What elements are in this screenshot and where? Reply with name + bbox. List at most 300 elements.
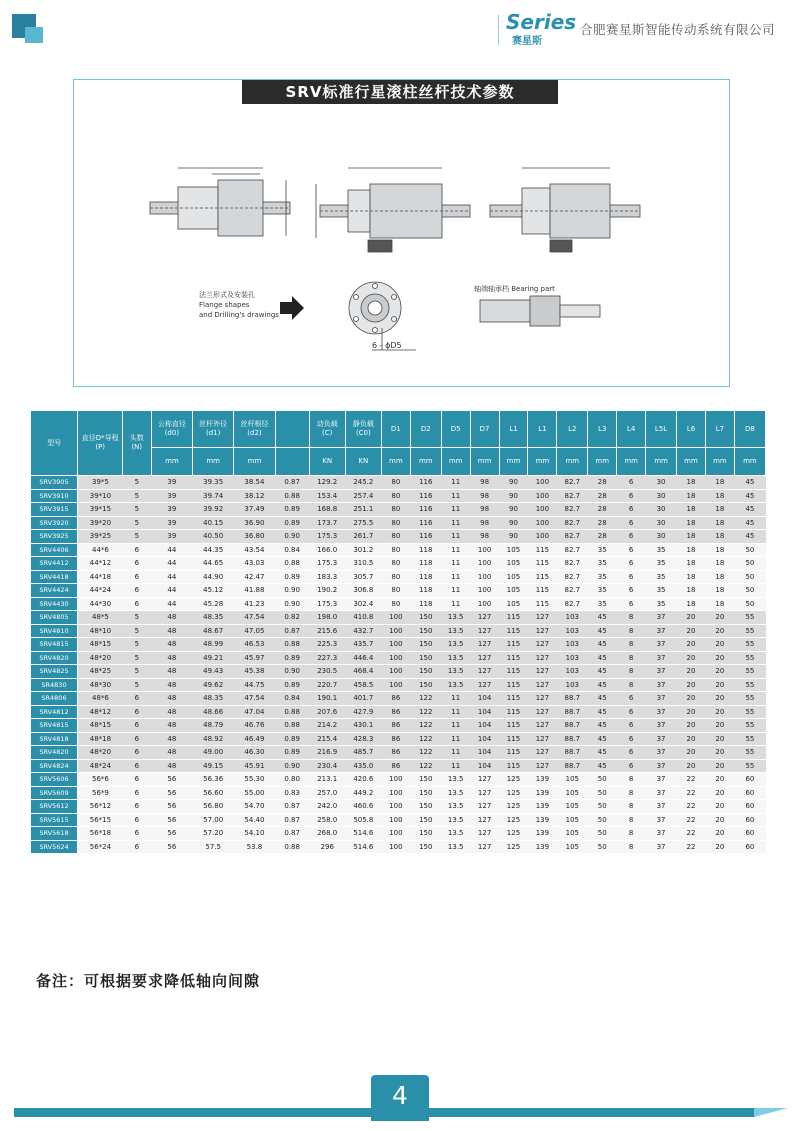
table-cell: 5	[122, 489, 151, 503]
table-cell: 50	[588, 773, 617, 787]
table-cell: 150	[410, 611, 441, 625]
model-cell: SRV3905	[31, 476, 78, 490]
column-unit: mm	[588, 448, 617, 476]
table-cell: 48*18	[78, 732, 122, 746]
table-cell: 82.7	[557, 584, 588, 598]
table-cell: 104	[470, 759, 499, 773]
table-cell: 0.87	[275, 827, 309, 841]
table-cell: 5	[122, 678, 151, 692]
table-cell: 37	[646, 678, 677, 692]
table-cell: 60	[734, 773, 765, 787]
table-cell: 50	[588, 813, 617, 827]
table-cell: 86	[381, 719, 410, 733]
table-cell: 38.12	[234, 489, 275, 503]
table-cell: 0.89	[275, 732, 309, 746]
table-cell: 48*10	[78, 624, 122, 638]
table-cell: 125	[499, 827, 528, 841]
table-cell: 48*5	[78, 611, 122, 625]
table-cell: 49.15	[193, 759, 234, 773]
table-cell: 173.7	[309, 516, 345, 530]
model-cell: SRV4424	[31, 584, 78, 598]
table-cell: 53.8	[234, 840, 275, 854]
table-cell: 127	[528, 624, 557, 638]
table-cell: 116	[410, 489, 441, 503]
table-cell: 0.87	[275, 813, 309, 827]
model-cell: SRV5612	[31, 800, 78, 814]
table-cell: 115	[499, 638, 528, 652]
table-cell: 105	[499, 570, 528, 584]
table-cell: 86	[381, 705, 410, 719]
table-cell: 44	[151, 584, 192, 598]
table-cell: 88.7	[557, 759, 588, 773]
column-header: 公称直径 (d0)	[151, 411, 192, 448]
table-cell: 115	[499, 665, 528, 679]
table-cell: 8	[617, 840, 646, 854]
table-cell: 56.60	[193, 786, 234, 800]
table-cell: 82.7	[557, 530, 588, 544]
table-row	[31, 611, 766, 625]
column-unit: mm	[557, 448, 588, 476]
table-cell: 127	[528, 678, 557, 692]
table-cell: 13.5	[441, 665, 470, 679]
table-cell: 50	[734, 597, 765, 611]
table-cell: 49.00	[193, 746, 234, 760]
table-cell: 0.88	[275, 840, 309, 854]
table-cell: 20	[677, 638, 706, 652]
table-cell: 50	[734, 557, 765, 571]
table-cell: 18	[705, 476, 734, 490]
table-cell: 55	[734, 651, 765, 665]
table-cell: 115	[499, 692, 528, 706]
table-row	[31, 570, 766, 584]
table-cell: 190.2	[309, 584, 345, 598]
table-cell: 50	[588, 800, 617, 814]
table-cell: 18	[677, 530, 706, 544]
table-cell: 39.92	[193, 503, 234, 517]
table-cell: 49.21	[193, 651, 234, 665]
column-header: 直径D*导程 (P)	[78, 411, 122, 476]
table-cell: 18	[677, 543, 706, 557]
table-cell: 105	[557, 840, 588, 854]
table-cell: 430.1	[345, 719, 381, 733]
table-cell: 6	[122, 827, 151, 841]
table-cell: 420.6	[345, 773, 381, 787]
table-cell: 105	[499, 543, 528, 557]
table-cell: 46.49	[234, 732, 275, 746]
table-cell: 150	[410, 773, 441, 787]
table-cell: 150	[410, 665, 441, 679]
table-cell: 13.5	[441, 773, 470, 787]
table-cell: 20	[705, 665, 734, 679]
table-row	[31, 840, 766, 854]
table-cell: 125	[499, 773, 528, 787]
table-cell: 125	[499, 800, 528, 814]
table-cell: 103	[557, 624, 588, 638]
table-cell: 268.0	[309, 827, 345, 841]
column-unit: mm	[441, 448, 470, 476]
table-cell: 45	[588, 665, 617, 679]
table-cell: 90	[499, 503, 528, 517]
table-row	[31, 692, 766, 706]
model-cell: SRV5609	[31, 786, 78, 800]
table-cell: 88.7	[557, 719, 588, 733]
table-cell: 39*20	[78, 516, 122, 530]
table-cell: 82.7	[557, 557, 588, 571]
table-cell: 48	[151, 665, 192, 679]
table-row	[31, 813, 766, 827]
brand-logo-text: Series	[506, 10, 577, 34]
table-cell: 6	[122, 584, 151, 598]
table-cell: 82.7	[557, 597, 588, 611]
table-cell: 47.04	[234, 705, 275, 719]
table-cell: 82.7	[557, 489, 588, 503]
table-cell: 41.88	[234, 584, 275, 598]
table-cell: 100	[381, 624, 410, 638]
table-cell: 40.50	[193, 530, 234, 544]
table-cell: 45	[734, 489, 765, 503]
table-cell: 35	[646, 557, 677, 571]
model-cell: SRV4812	[31, 705, 78, 719]
table-cell: 20	[705, 786, 734, 800]
table-cell: 6	[617, 516, 646, 530]
table-cell: 48*15	[78, 719, 122, 733]
table-cell: 100	[381, 651, 410, 665]
table-cell: 98	[470, 476, 499, 490]
table-cell: 55.00	[234, 786, 275, 800]
model-cell: SRV4820	[31, 651, 78, 665]
table-cell: 40.15	[193, 516, 234, 530]
column-unit: mm	[234, 448, 275, 476]
table-cell: 47.54	[234, 692, 275, 706]
table-cell: 86	[381, 692, 410, 706]
table-cell: 127	[528, 719, 557, 733]
table-cell: 38.54	[234, 476, 275, 490]
table-row	[31, 516, 766, 530]
table-cell: 6	[122, 759, 151, 773]
table-cell: 514.6	[345, 840, 381, 854]
table-cell: 48.67	[193, 624, 234, 638]
table-cell: 20	[677, 678, 706, 692]
table-cell: 50	[588, 840, 617, 854]
table-cell: 427.9	[345, 705, 381, 719]
column-unit: mm	[151, 448, 192, 476]
table-cell: 127	[470, 827, 499, 841]
table-cell: 56	[151, 786, 192, 800]
table-cell: 11	[441, 516, 470, 530]
table-cell: 127	[470, 813, 499, 827]
table-cell: 98	[470, 489, 499, 503]
table-cell: 48*6	[78, 692, 122, 706]
table-cell: 18	[705, 570, 734, 584]
table-cell: 0.80	[275, 773, 309, 787]
table-cell: 56	[151, 800, 192, 814]
table-cell: 458.5	[345, 678, 381, 692]
table-cell: 8	[617, 827, 646, 841]
table-cell: 45	[588, 719, 617, 733]
table-cell: 80	[381, 530, 410, 544]
table-cell: 105	[557, 773, 588, 787]
column-header	[275, 411, 309, 448]
table-cell: 0.90	[275, 665, 309, 679]
table-cell: 45	[588, 732, 617, 746]
table-cell: 80	[381, 557, 410, 571]
column-header: D8	[734, 411, 765, 448]
table-cell: 48	[151, 732, 192, 746]
table-cell: 22	[677, 786, 706, 800]
table-cell: 6	[617, 489, 646, 503]
table-cell: 36.80	[234, 530, 275, 544]
table-cell: 105	[499, 584, 528, 598]
table-cell: 215.6	[309, 624, 345, 638]
table-cell: 50	[734, 584, 765, 598]
table-cell: 45	[588, 638, 617, 652]
table-cell: 37	[646, 800, 677, 814]
table-cell: 20	[705, 638, 734, 652]
table-cell: 18	[677, 476, 706, 490]
table-cell: 6	[617, 584, 646, 598]
table-cell: 5	[122, 651, 151, 665]
table-cell: 150	[410, 840, 441, 854]
table-cell: 46.30	[234, 746, 275, 760]
technical-drawings	[120, 150, 700, 380]
flange-note-en2: and Drilling's drawings	[199, 311, 279, 319]
table-row	[31, 759, 766, 773]
table-cell: 261.7	[345, 530, 381, 544]
table-cell: 6	[122, 705, 151, 719]
table-cell: 127	[528, 746, 557, 760]
table-row	[31, 719, 766, 733]
table-cell: 55	[734, 746, 765, 760]
bearing-part-drawing	[480, 296, 600, 326]
table-cell: 100	[381, 786, 410, 800]
table-cell: 45	[588, 705, 617, 719]
table-cell: 6	[617, 732, 646, 746]
table-cell: 127	[528, 651, 557, 665]
table-cell: 115	[499, 611, 528, 625]
table-cell: 48	[151, 719, 192, 733]
table-cell: 6	[617, 570, 646, 584]
table-cell: 100	[528, 530, 557, 544]
table-cell: 35	[588, 597, 617, 611]
table-cell: 150	[410, 786, 441, 800]
table-cell: 11	[441, 543, 470, 557]
table-row	[31, 786, 766, 800]
table-cell: 190.1	[309, 692, 345, 706]
table-cell: 150	[410, 813, 441, 827]
table-cell: 88.7	[557, 732, 588, 746]
flange-note	[199, 290, 279, 320]
table-cell: 306.8	[345, 584, 381, 598]
table-cell: 90	[499, 530, 528, 544]
table-cell: 115	[499, 759, 528, 773]
table-cell: 125	[499, 813, 528, 827]
column-header: 丝杆根径 (d2)	[234, 411, 275, 448]
table-cell: 45	[588, 624, 617, 638]
flange-note-cn: 法兰形式及安装孔	[199, 291, 255, 299]
table-cell: 8	[617, 611, 646, 625]
table-cell: 115	[499, 678, 528, 692]
table-cell: 5	[122, 530, 151, 544]
table-cell: 55	[734, 732, 765, 746]
model-cell: SRV5618	[31, 827, 78, 841]
table-row	[31, 678, 766, 692]
table-cell: 18	[705, 530, 734, 544]
table-cell: 20	[705, 624, 734, 638]
table-row	[31, 543, 766, 557]
table-cell: 45	[734, 476, 765, 490]
model-cell: SRV4815	[31, 719, 78, 733]
table-cell: 60	[734, 800, 765, 814]
table-cell: 30	[646, 516, 677, 530]
table-cell: 18	[677, 503, 706, 517]
table-cell: 6	[122, 692, 151, 706]
column-unit: mm	[381, 448, 410, 476]
table-cell: 45	[588, 692, 617, 706]
table-cell: 175.3	[309, 597, 345, 611]
table-cell: 122	[410, 705, 441, 719]
table-cell: 11	[441, 489, 470, 503]
table-cell: 44*18	[78, 570, 122, 584]
table-row	[31, 665, 766, 679]
table-cell: 45	[588, 746, 617, 760]
table-cell: 127	[470, 665, 499, 679]
table-cell: 13.5	[441, 678, 470, 692]
table-cell: 127	[470, 678, 499, 692]
table-cell: 0.89	[275, 516, 309, 530]
table-cell: 198.0	[309, 611, 345, 625]
table-cell: 115	[499, 624, 528, 638]
table-row	[31, 746, 766, 760]
table-cell: 0.89	[275, 570, 309, 584]
brand-logo-cn: 赛星斯	[512, 36, 542, 47]
table-row	[31, 476, 766, 490]
table-cell: 54.70	[234, 800, 275, 814]
table-cell: 37.49	[234, 503, 275, 517]
table-cell: 48*24	[78, 759, 122, 773]
table-cell: 45	[734, 516, 765, 530]
drawing-nut-front	[150, 168, 290, 236]
table-cell: 35	[646, 570, 677, 584]
table-cell: 125	[499, 840, 528, 854]
column-unit: mm	[410, 448, 441, 476]
table-cell: 100	[528, 476, 557, 490]
table-cell: 44*6	[78, 543, 122, 557]
table-cell: 20	[705, 651, 734, 665]
table-cell: 103	[557, 611, 588, 625]
table-cell: 20	[677, 665, 706, 679]
table-cell: 48	[151, 705, 192, 719]
table-cell: 6	[122, 557, 151, 571]
table-cell: 100	[381, 827, 410, 841]
table-cell: 11	[441, 584, 470, 598]
table-row	[31, 773, 766, 787]
table-cell: 100	[381, 665, 410, 679]
table-cell: 296	[309, 840, 345, 854]
table-cell: 118	[410, 543, 441, 557]
table-cell: 105	[557, 800, 588, 814]
table-cell: 82.7	[557, 570, 588, 584]
table-cell: 435.7	[345, 638, 381, 652]
table-cell: 37	[646, 813, 677, 827]
column-unit: KN	[345, 448, 381, 476]
table-cell: 6	[122, 543, 151, 557]
table-cell: 39	[151, 516, 192, 530]
table-cell: 39*5	[78, 476, 122, 490]
table-cell: 6	[617, 719, 646, 733]
table-cell: 8	[617, 624, 646, 638]
table-cell: 37	[646, 624, 677, 638]
table-cell: 11	[441, 476, 470, 490]
table-cell: 13.5	[441, 611, 470, 625]
table-cell: 56.36	[193, 773, 234, 787]
table-cell: 115	[499, 746, 528, 760]
table-cell: 18	[705, 557, 734, 571]
table-cell: 116	[410, 530, 441, 544]
table-cell: 45.28	[193, 597, 234, 611]
table-cell: 57.5	[193, 840, 234, 854]
table-cell: 432.7	[345, 624, 381, 638]
table-cell: 88.7	[557, 746, 588, 760]
table-cell: 115	[499, 719, 528, 733]
table-cell: 39.74	[193, 489, 234, 503]
table-cell: 100	[381, 773, 410, 787]
table-cell: 80	[381, 584, 410, 598]
table-cell: 0.89	[275, 503, 309, 517]
table-cell: 5	[122, 516, 151, 530]
table-cell: 55	[734, 705, 765, 719]
table-cell: 48*12	[78, 705, 122, 719]
table-cell: 20	[705, 705, 734, 719]
table-cell: 5	[122, 476, 151, 490]
table-cell: 0.89	[275, 678, 309, 692]
table-cell: 8	[617, 813, 646, 827]
table-cell: 100	[381, 840, 410, 854]
table-cell: 11	[441, 759, 470, 773]
table-cell: 46.76	[234, 719, 275, 733]
table-cell: 20	[705, 678, 734, 692]
table-cell: 60	[734, 813, 765, 827]
table-cell: 428.3	[345, 732, 381, 746]
column-header: L7	[705, 411, 734, 448]
table-cell: 44	[151, 557, 192, 571]
table-cell: 514.6	[345, 827, 381, 841]
table-cell: 20	[677, 651, 706, 665]
flange-face-drawing	[349, 282, 416, 350]
table-cell: 90	[499, 516, 528, 530]
column-unit: mm	[528, 448, 557, 476]
table-cell: 37	[646, 692, 677, 706]
table-cell: 48*25	[78, 665, 122, 679]
table-cell: 48	[151, 759, 192, 773]
table-cell: 48	[151, 678, 192, 692]
table-cell: 115	[528, 543, 557, 557]
table-cell: 139	[528, 813, 557, 827]
table-cell: 215.4	[309, 732, 345, 746]
column-header: L1	[499, 411, 528, 448]
table-cell: 20	[705, 611, 734, 625]
table-cell: 257.0	[309, 786, 345, 800]
column-header: 头数 (N)	[122, 411, 151, 476]
table-cell: 275.5	[345, 516, 381, 530]
table-cell: 115	[528, 570, 557, 584]
table-cell: 18	[705, 584, 734, 598]
table-cell: 48*20	[78, 746, 122, 760]
column-header: L6	[677, 411, 706, 448]
table-cell: 139	[528, 800, 557, 814]
table-cell: 44*30	[78, 597, 122, 611]
drawing-nut-double	[490, 168, 640, 252]
table-cell: 127	[470, 773, 499, 787]
